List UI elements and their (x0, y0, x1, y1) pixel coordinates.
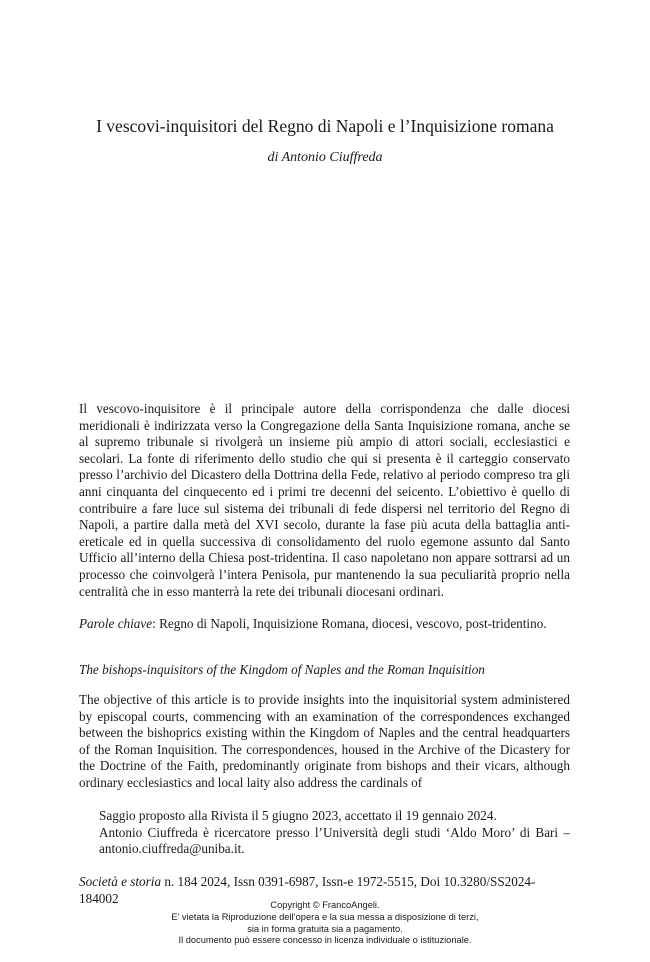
article-author: di Antonio Ciuffreda (267, 150, 383, 165)
footer-line-4: Il documento può essere concesso in licenza individuale o istituzionale. (178, 935, 472, 946)
keywords-text: : Regno di Napoli, Inquisizione Romana, diocesi, vescovo, post-tridentino. (152, 616, 547, 631)
footer-line-3: sia in forma gratuita sia a pagamento. (247, 923, 403, 934)
keywords (79, 616, 570, 633)
abstract-italian-text: Il vescovo-inquisitore è il principale autore della corrispondenza che dalle diocesi meridionali è indirizzata verso la Congregazione della Santa Inquisizione romana, anche se al supremo tribunale si rivolgerà un insieme più ampio di attori sociali, ecclesiastici e secolari. La fonte di riferimento dello studio che qui si presenta è il carteggio conservato presso l’archivio del Dicastero della Dottrina della Fede, relativo al periodo compreso tra gli anni cinquanta del cinquecento ed i primi tre decenni del seicento. L’obiettivo è quello di contribuire a fare luce sul sistema dei tribunali di fede dispersi nel territorio del Regno di Napoli, a partire dalla metà del XVI secolo, durante la fase più acuta della battaglia anti-ereticale ed in quella successiva di consolidamento del ruolo egemone assunto dal Santo Ufficio all’interno della Chiesa post-tridentina. Il caso napoletano non appare sottrarsi ad un processo che coinvolgerà l’intera Penisola, pur mantenendo la sua peculiarità proprio nella centralità che in esso manterrà la rete dei tribunali diocesani ordinari. (79, 401, 570, 599)
footnotes (79, 808, 570, 858)
abstract-english (79, 692, 570, 792)
journal-name: Società e storia (79, 874, 162, 889)
abstract-italian (79, 401, 570, 600)
abstract-english-text: The objective of this article is to provide insights into the inquisitorial system administered by episcopal courts, commencing with an examination of the correspondences exchanged between the bishoprics existing within the Kingdom of Naples and the central headquarters of the Roman Inquisition. The correspondences, housed in the Archive of the Dicastery for the Doctrine of the Faith, predominantly originate from bishops and their vicars, although ordinary ecclesiastics and local laity also address the cardinals of (79, 692, 570, 790)
english-title: The bishops-inquisitors of the Kingdom of Naples and the Roman Inquisition (79, 662, 485, 677)
citation-details: n. 184 2024, Issn 0391-6987, Issn-e 1972-5515, Doi 10.3280/SS2024-184002 (79, 874, 536, 906)
footer-line-2: E’ vietata la Riproduzione dell’opera e la sua messa a disposizione di terzi, (171, 911, 479, 922)
submission-note: Saggio proposto alla Rivista il 5 giugno 2023, accettato il 19 gennaio 2024. (99, 808, 497, 823)
article-title: I vescovi-inquisitori del Regno di Napoli e l’Inquisizione romana (96, 116, 554, 136)
footer-line-1: Copyright © FrancoAngeli. (270, 900, 380, 910)
affiliation-note: Antonio Ciuffreda è ricercatore presso l’Università degli studi ‘Aldo Moro’ di Bari – antonio.ciuffreda@uniba.it. (99, 824, 570, 857)
copyright-footer (0, 900, 650, 947)
keywords-label: Parole chiave (79, 616, 153, 631)
